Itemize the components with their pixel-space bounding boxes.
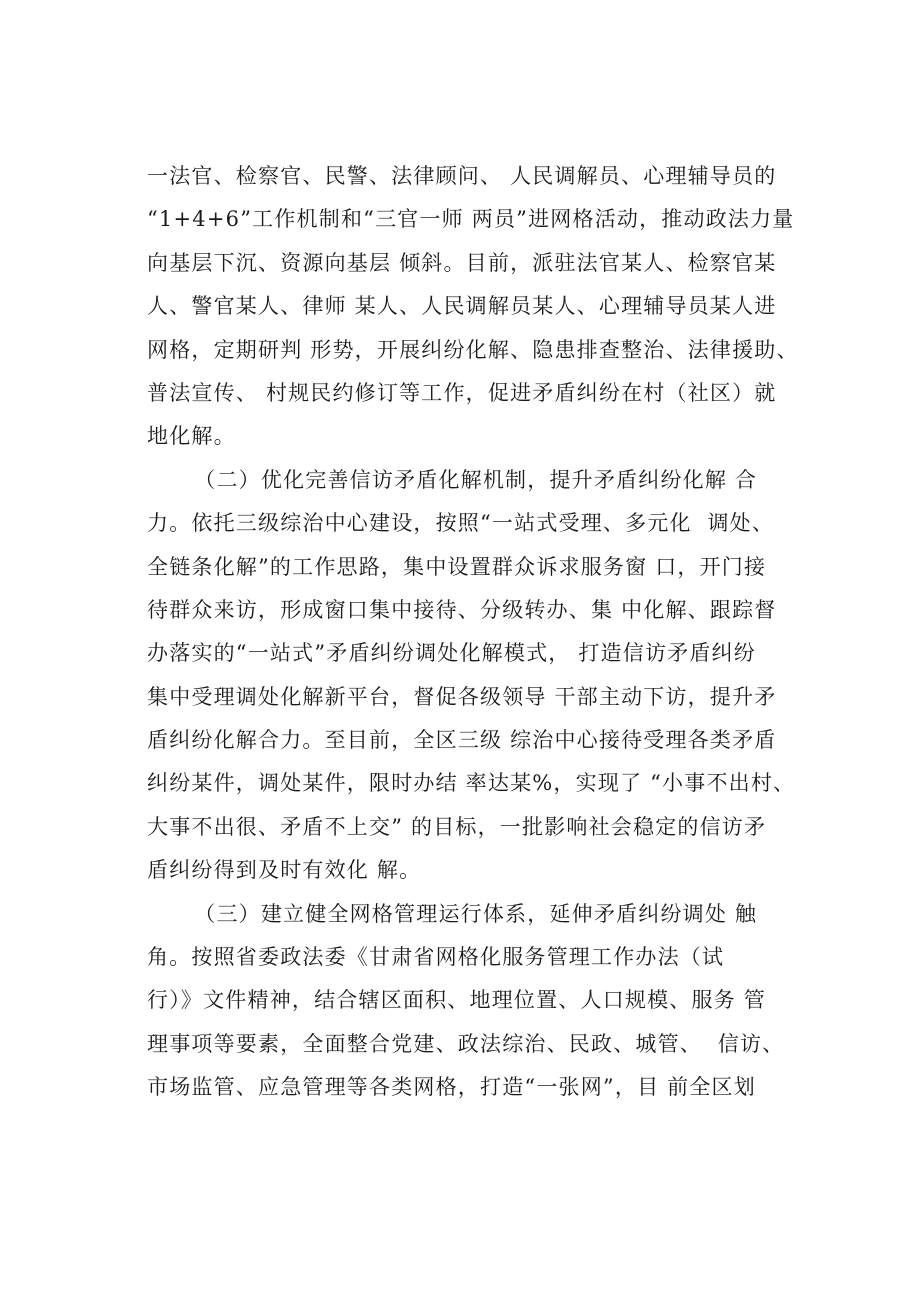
text-line-1: 一法官、检察官、民警、法律顾问、 人民调解员、心理辅导员的 xyxy=(147,164,777,188)
text-line-4: 人、警官某人、律师 某人、人民调解员某人、心理辅导员某人进 xyxy=(147,294,777,319)
text-line-2: “1+4+6”工作机制和“三官一师 两员”进网格活动，推动政法力量 xyxy=(147,207,795,232)
text-line-18: （三）建立健全网格管理运行体系，延伸矛盾纠纷调处 触 xyxy=(147,901,758,926)
text-line-19: 角。按照省委政法委《甘肃省网格化服务管理工作办法（试 xyxy=(147,945,725,970)
text-line-5: 网格，定期研判 形势，开展纠纷化解、隐患排查整治、法律援助、 xyxy=(147,337,799,362)
body-text xyxy=(147,155,827,1110)
text-line-22: 市场监管、应急管理等各类网格，打造“一张网”，目 前全区划 xyxy=(147,1075,756,1100)
text-line-3: 向基层下沉、资源向基层 倾斜。目前，派驻法官某人、检察官某 xyxy=(147,250,777,275)
text-line-13: 集中受理调处化解新平台，督促各级领导 干部主动下访，提升矛 xyxy=(147,684,777,709)
text-line-6: 普法宣传、 村规民约修订等工作，促进矛盾纠纷在村（社区）就 xyxy=(147,380,777,405)
text-line-15: 纠纷某件，调处某件，限时办结 率达某%，实现了 “小事不出村、 xyxy=(147,771,796,796)
text-line-20: 行）》文件精神，结合辖区面积、地理位置、人口规模、服务 管 xyxy=(147,988,766,1013)
text-line-14: 盾纠纷化解合力。至目前，全区三级 综治中心接待受理各类矛盾 xyxy=(147,728,777,753)
text-line-17: 盾纠纷得到及时有效化 解。 xyxy=(147,858,422,883)
text-line-11: 待群众来访，形成窗口集中接待、分级转办、集 中化解、跟踪督 xyxy=(147,597,777,622)
text-line-8: （二）优化完善信访矛盾化解机制，提升矛盾纠纷化解 合 xyxy=(147,467,758,492)
text-line-9: 力。依托三级综治中心建设，按照“一站式受理、多元化 调处、 xyxy=(147,511,775,536)
text-line-12: 办落实的“一站式”矛盾纠纷调处化解模式， 打造信访矛盾纠纷 xyxy=(147,641,756,666)
text-line-10: 全链条化解”的工作思路，集中设置群众诉求服务窗 口，开门接 xyxy=(147,554,767,579)
text-line-7: 地化解。 xyxy=(147,424,236,449)
text-line-16: 大事不出很、矛盾不上交” 的目标，一批影响社会稳定的信访矛 xyxy=(147,814,767,839)
text-line-21: 理事项等要素，全面整合党建、政法综治、民政、城管、 信访、 xyxy=(147,1031,785,1056)
